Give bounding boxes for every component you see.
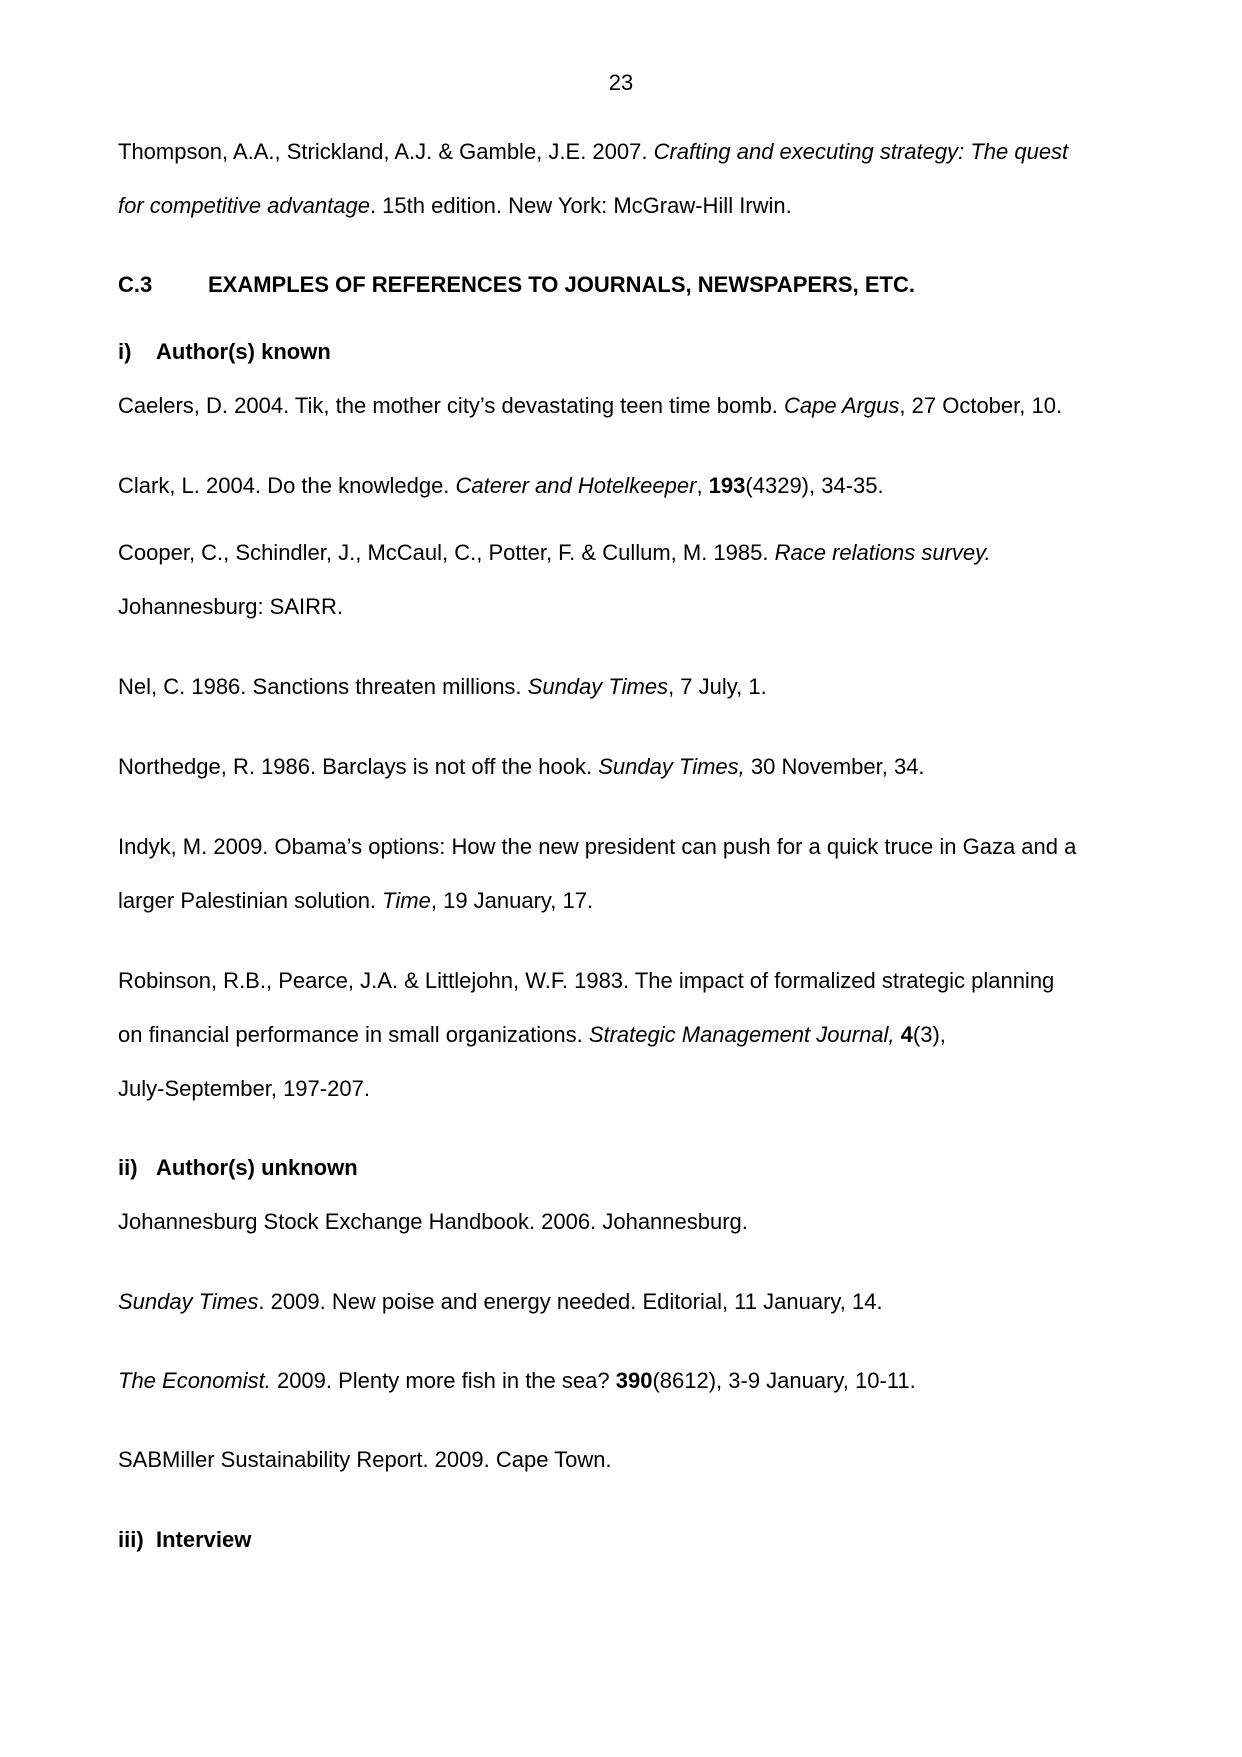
reference-indyk-line2 bbox=[118, 887, 593, 915]
ref-title-italic: Strategic Management Journal, bbox=[588, 1022, 895, 1047]
subheading-author-known bbox=[118, 338, 331, 366]
ref-text: Cooper, C., Schindler, J., McCaul, C., Potter, F. & Cullum, M. 1985. bbox=[118, 540, 775, 565]
reference-jse bbox=[118, 1208, 748, 1236]
reference-cooper-line2 bbox=[118, 593, 343, 621]
ref-title-italic: Race relations survey. bbox=[774, 540, 991, 565]
ref-title-italic: Time bbox=[382, 888, 431, 913]
reference-sabmiller bbox=[118, 1446, 612, 1474]
reference-northedge bbox=[118, 753, 925, 781]
ref-text: 2009. Plenty more fish in the sea? bbox=[270, 1368, 616, 1393]
ref-volume-bold: 4 bbox=[900, 1022, 913, 1047]
ref-text: (4329), 34-35. bbox=[745, 473, 884, 498]
ref-text: , 27 October, 10. bbox=[899, 393, 1063, 418]
ref-text: (8612), 3-9 January, 10-11. bbox=[652, 1368, 916, 1393]
ref-text: Caelers, D. 2004. Tik, the mother city’s devastating teen time bomb. bbox=[118, 393, 785, 418]
reference-thompson-line2 bbox=[118, 192, 792, 220]
ref-text: , bbox=[696, 473, 709, 498]
reference-clark bbox=[118, 472, 884, 500]
reference-robinson-line3 bbox=[118, 1075, 370, 1103]
ref-text: SABMiller Sustainability Report. 2009. Cape Town. bbox=[118, 1447, 612, 1472]
ref-text: Thompson, A.A., Strickland, A.J. & Gamble, J.E. 2007. bbox=[118, 139, 654, 164]
ref-volume-bold: 193 bbox=[708, 473, 746, 498]
ref-text: (3), bbox=[912, 1022, 946, 1047]
page-number: 23 bbox=[608, 70, 634, 95]
subheading-number: i) bbox=[118, 339, 132, 364]
subheading-author-unknown bbox=[118, 1154, 358, 1182]
reference-sunday-times bbox=[118, 1288, 883, 1316]
ref-title-italic: Sunday Times bbox=[118, 1289, 259, 1314]
ref-text: Johannesburg: SAIRR. bbox=[118, 594, 344, 619]
ref-text: July-September, 197-207. bbox=[118, 1076, 370, 1101]
ref-text: larger Palestinian solution. bbox=[118, 888, 383, 913]
subheading-title: Author(s) known bbox=[156, 339, 331, 364]
ref-text: Northedge, R. 1986. Barclays is not off the hook. bbox=[118, 754, 599, 779]
ref-title-italic: Caterer and Hotelkeeper bbox=[455, 473, 697, 498]
subheading-title: Interview bbox=[156, 1527, 252, 1552]
ref-text: on financial performance in small organizations. bbox=[118, 1022, 589, 1047]
ref-text: , 19 January, 17. bbox=[430, 888, 594, 913]
ref-text: Nel, C. 1986. Sanctions threaten millions. bbox=[118, 674, 528, 699]
subheading-number: iii) bbox=[118, 1527, 144, 1552]
ref-title-italic: Crafting and executing strategy: The quest bbox=[653, 139, 1069, 164]
reference-indyk-line1 bbox=[118, 833, 1076, 861]
section-title: EXAMPLES OF REFERENCES TO JOURNALS, NEWSPAPERS, ETC. bbox=[208, 272, 915, 297]
ref-title-italic: The Economist. bbox=[118, 1368, 271, 1393]
subheading-title: Author(s) unknown bbox=[156, 1155, 358, 1180]
ref-text: Johannesburg Stock Exchange Handbook. 2006. Johannesburg. bbox=[118, 1209, 748, 1234]
ref-title-italic: Sunday Times bbox=[527, 674, 669, 699]
ref-title-italic: Cape Argus bbox=[784, 393, 900, 418]
ref-text: Indyk, M. 2009. Obama’s options: How the new president can push for a quick truce in Gaza and a bbox=[118, 834, 1077, 859]
ref-text: , 7 July, 1. bbox=[668, 674, 767, 699]
section-number: C.3 bbox=[118, 272, 153, 297]
subheading-interview bbox=[118, 1526, 251, 1554]
reference-robinson-line2 bbox=[118, 1021, 946, 1049]
reference-caelers bbox=[118, 392, 1062, 420]
ref-text: Robinson, R.B., Pearce, J.A. & Littlejohn, W.F. 1983. The impact of formalized strategic planning bbox=[118, 968, 1055, 993]
ref-text: 30 November, 34. bbox=[744, 754, 925, 779]
reference-thompson-line1 bbox=[118, 138, 1068, 166]
reference-robinson-line1 bbox=[118, 967, 1054, 995]
subheading-number: ii) bbox=[118, 1155, 138, 1180]
reference-nel bbox=[118, 673, 767, 701]
ref-title-italic: Sunday Times, bbox=[598, 754, 745, 779]
ref-title-italic: for competitive advantage bbox=[118, 193, 370, 218]
ref-text: Clark, L. 2004. Do the knowledge. bbox=[118, 473, 456, 498]
section-heading bbox=[118, 271, 915, 299]
ref-volume-bold: 390 bbox=[615, 1368, 653, 1393]
ref-text: . 15th edition. New York: McGraw-Hill Irwin. bbox=[369, 193, 792, 218]
ref-text: . 2009. New poise and energy needed. Editorial, 11 January, 14. bbox=[258, 1289, 883, 1314]
reference-economist bbox=[118, 1367, 916, 1395]
reference-cooper-line1 bbox=[118, 539, 991, 567]
